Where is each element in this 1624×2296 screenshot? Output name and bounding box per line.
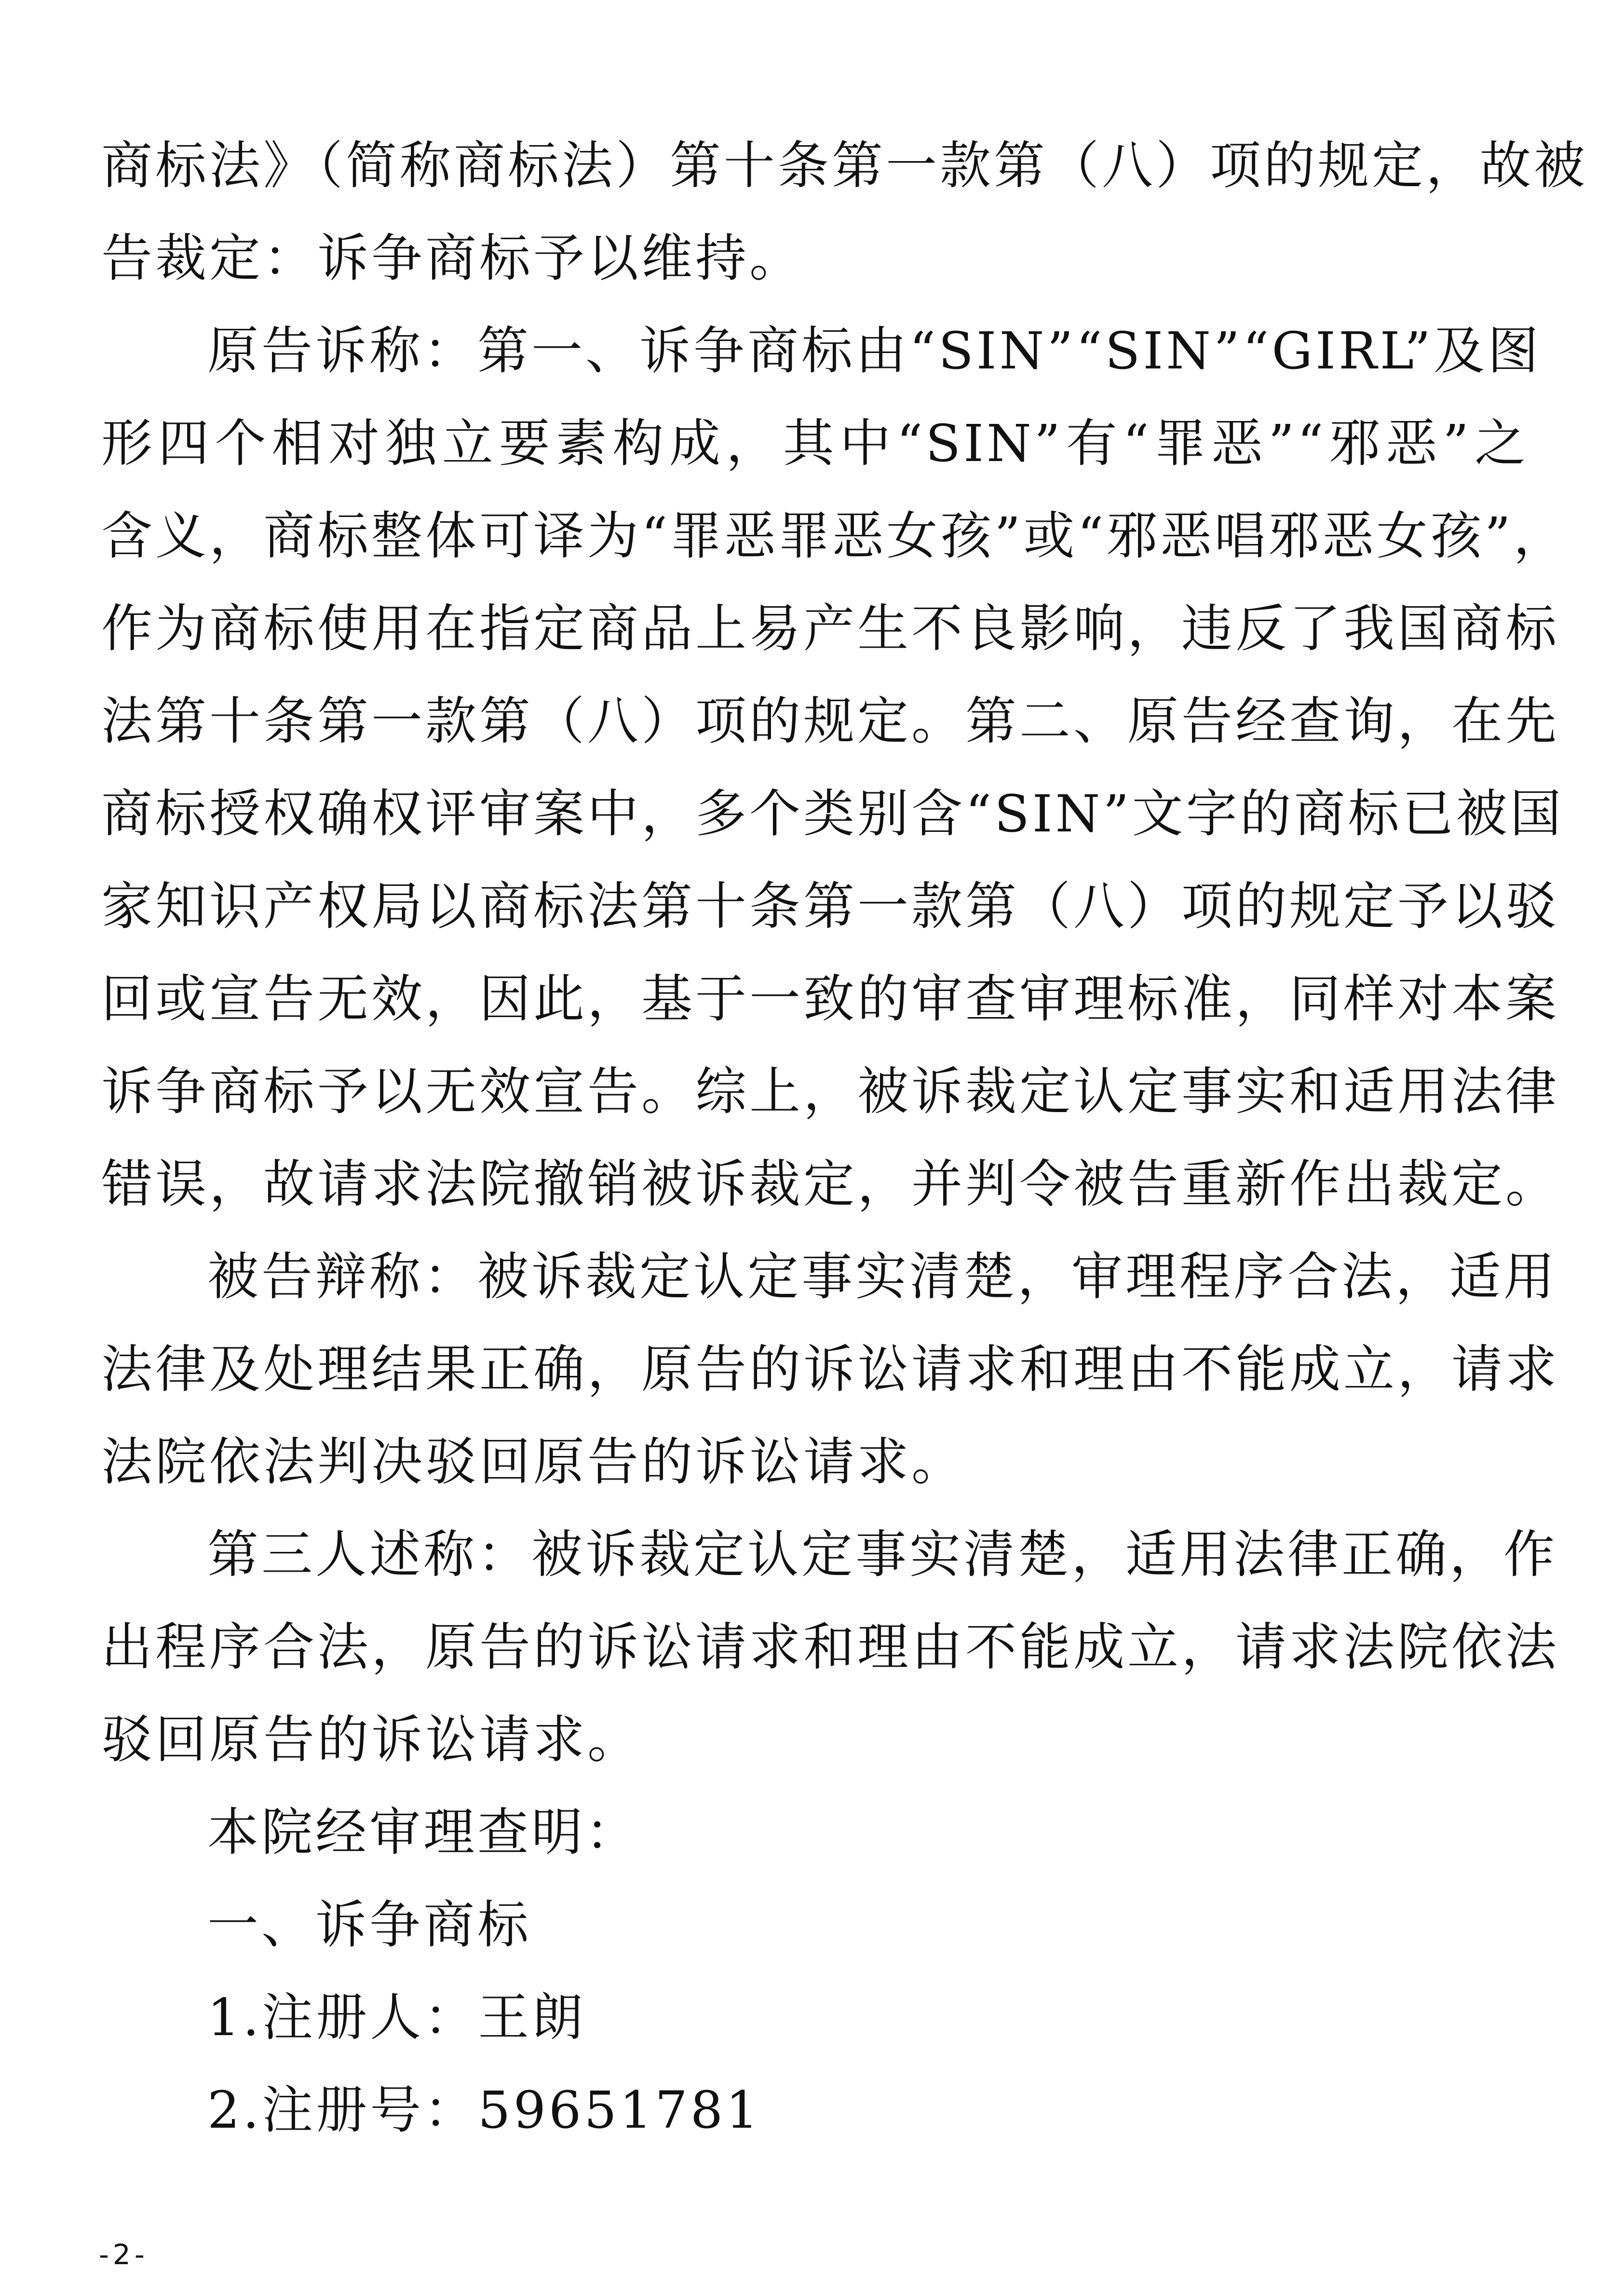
third-party-statement-line-3: 驳回原告的诉讼请求。 — [101, 1710, 641, 1769]
plaintiff-claim-line-6: 商标授权确权评审案中，多个类别含“SIN”文字的商标已被国 — [101, 784, 1564, 843]
third-party-statement-line-1: 第三人述称：被诉裁定认定事实清楚，适用法律正确，作 — [207, 1525, 1557, 1584]
plaintiff-claim-line-10: 错误，故请求法院撤销被诉裁定，并判令被告重新作出裁定。 — [101, 1155, 1559, 1214]
plaintiff-claim-line-7: 家知识产权局以商标法第十条第一款第（八）项的规定予以驳 — [101, 877, 1559, 936]
third-party-statement-line-2: 出程序合法，原告的诉讼请求和理由不能成立，请求法院依法 — [101, 1617, 1559, 1677]
page-number: -2- — [99, 2238, 149, 2271]
plaintiff-claim-line-5: 法第十条第一款第（八）项的规定。第二、原告经查询，在先 — [101, 692, 1559, 751]
court-findings-heading: 本院经审理查明： — [207, 1803, 639, 1862]
paragraph-line-2: 告裁定：诉争商标予以维持。 — [101, 229, 803, 288]
plaintiff-claim-line-4: 作为商标使用在指定商品上易产生不良影响，违反了我国商标 — [101, 599, 1559, 658]
plaintiff-claim-line-8: 回或宣告无效，因此，基于一致的审查审理标准，同样对本案 — [101, 969, 1559, 1029]
defendant-response-line-3: 法院依法判决驳回原告的诉讼请求。 — [101, 1432, 965, 1492]
defendant-response-line-2: 法律及处理结果正确，原告的诉讼请求和理由不能成立，请求 — [101, 1340, 1559, 1399]
plaintiff-claim-line-3: 含义，商标整体可译为“罪恶罪恶女孩”或“邪恶唱邪恶女孩”， — [101, 506, 1568, 566]
registration-number-line: 2.注册号：59651781 — [207, 2080, 761, 2140]
plaintiff-claim-line-9: 诉争商标予以无效宣告。综上，被诉裁定认定事实和适用法律 — [101, 1062, 1559, 1121]
paragraph-line-1: 商标法》（简称商标法）第十条第一款第（八）项的规定，故被 — [101, 136, 1588, 195]
plaintiff-claim-line-1: 原告诉称：第一、诉争商标由“SIN”“SIN”“GIRL”及图 — [207, 321, 1542, 380]
registrant-line: 1.注册人：王朗 — [207, 1988, 586, 2047]
defendant-response-line-1: 被告辩称：被诉裁定认定事实清楚，审理程序合法，适用 — [207, 1247, 1557, 1306]
plaintiff-claim-line-2: 形四个相对独立要素构成，其中“SIN”有“罪恶”“邪恶”之 — [101, 414, 1529, 473]
section-heading-disputed-trademark: 一、诉争商标 — [207, 1895, 531, 1955]
